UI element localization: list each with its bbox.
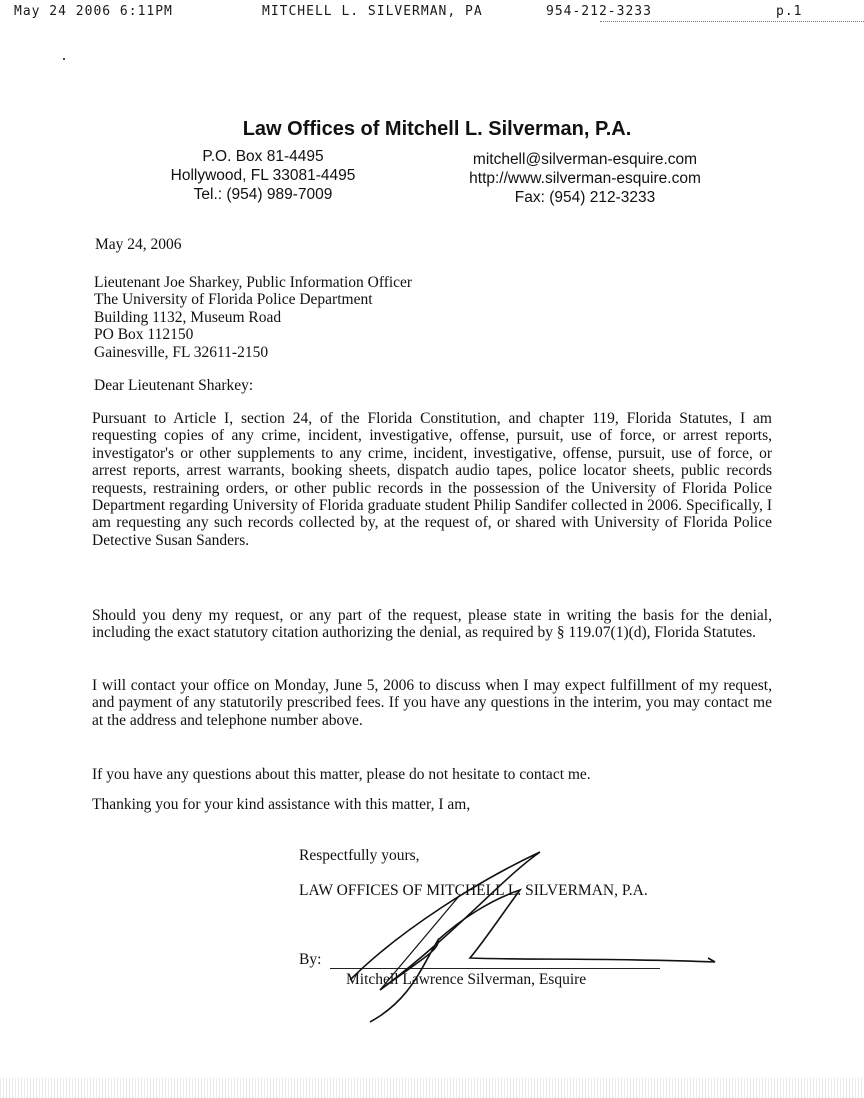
fax-page-number: p.1	[776, 4, 803, 19]
by-label: By:	[299, 951, 322, 968]
scan-speck	[63, 58, 65, 60]
fax-sender: MITCHELL L. SILVERMAN, PA	[262, 4, 483, 19]
body-paragraph: If you have any questions about this matter, please do not hesitate to contact me.	[92, 766, 591, 783]
letterhead-fax: Fax: (954) 212-3233	[514, 189, 656, 206]
body-paragraph: Should you deny my request, or any part of the request, please state in writing the basis for the denial, including the exact statutory citation authorizing the denial, as required by § 119.07(1)(d), Florida Statutes.	[92, 607, 772, 642]
recipient-line: Lieutenant Joe Sharkey, Public Information Officer	[94, 274, 413, 291]
firm-name: LAW OFFICES OF MITCHELL L. SILVERMAN, P.A.	[299, 882, 648, 899]
letterhead-email: mitchell@silverman-esquire.com	[472, 151, 698, 168]
fax-rule	[600, 21, 864, 22]
letterhead-address	[148, 147, 378, 204]
recipient-line: Gainesville, FL 32611-2150	[94, 343, 269, 361]
letterhead-website: http://www.silverman-esquire.com	[469, 170, 701, 187]
body-paragraph: I will contact your office on Monday, June 5, 2006 to discuss when I may expect fulfillment of my request, and payment of any statutorily prescribed fees. If you have any questions in the interim, you may contact me at the address and telephone number above.	[92, 677, 772, 729]
letterhead-title: Law Offices of Mitchell L. Silverman, P.A.	[242, 118, 632, 140]
scan-noise	[0, 1078, 864, 1098]
body-paragraph: Pursuant to Article I, section 24, of the Florida Constitution, and chapter 119, Florida Statutes, I am requesting copies of any crime, incident, investigative, offense, pursuit, use of force, or arrest reports, investigator's or other supplements to any crime, incident, investigative, offense, pursuit, use of force, or arrest reports, arrest warrants, booking sheets, dispatch audio tapes, police locator sheets, public records requests, restraining orders, or other public records in the possession of the University of Florida Police Department regarding University of Florida graduate student Philip Sandifer collected in 2006. Specifically, I am requesting any such records collected by, at the request of, or shared with University of Florida Police Detective Susan Sanders.	[92, 410, 772, 549]
body-paragraph: Thanking you for your kind assistance with this matter, I am,	[92, 796, 471, 813]
letterhead-contact	[440, 150, 730, 207]
salutation: Dear Lieutenant Sharkey:	[94, 377, 254, 394]
fax-header	[14, 4, 854, 22]
letterhead-city: Hollywood, FL 33081-4495	[170, 167, 356, 184]
letterhead-tel: Tel.: (954) 989-7009	[193, 186, 333, 203]
recipient-line: The University of Florida Police Department	[94, 291, 373, 309]
closing: Respectfully yours,	[299, 847, 420, 864]
recipient-address	[94, 274, 412, 361]
letter-date: May 24, 2006	[95, 236, 182, 253]
signer-name: Mitchell Lawrence Silverman, Esquire	[346, 971, 587, 988]
fax-phone: 954-212-3233	[546, 4, 652, 19]
fax-timestamp: May 24 2006 6:11PM	[14, 4, 173, 19]
handwritten-signature	[320, 840, 740, 1030]
recipient-line: PO Box 112150	[94, 326, 194, 344]
letterhead-po-box: P.O. Box 81-4495	[202, 148, 324, 165]
recipient-line: Building 1132, Museum Road	[94, 308, 282, 326]
